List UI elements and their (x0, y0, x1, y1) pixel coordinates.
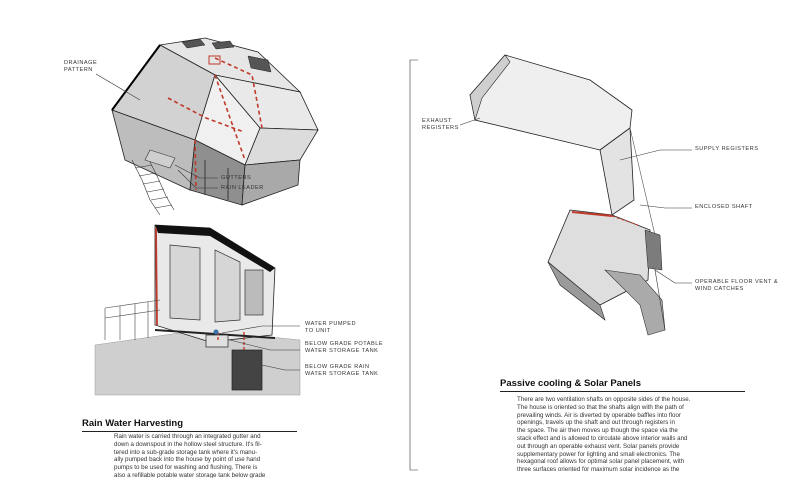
body-line: openings, travels up the shaft and out through registers in (517, 419, 675, 427)
body-line: There are two ventilation shafts on opposite sides of the house. (517, 396, 691, 403)
label-drainage-pattern: DRAINAGE PATTERN (64, 60, 98, 73)
body-line: prevailing winds. Air is diverted by operable baffles into floor (517, 411, 681, 419)
label-enclosed-shaft: ENCLOSED SHAFT (695, 204, 753, 210)
label-rain-leader: RAIN LEADER (221, 185, 264, 191)
body-line: out through an operable exhaust vent. Solar panels provide (517, 442, 680, 450)
cooling-heading-rule (500, 391, 745, 392)
leader-exhaust (460, 118, 480, 125)
body-line: pumps to be used for washing and flushing. There is (114, 464, 258, 472)
body-line: also a refillable potable water storage tank below grade (114, 471, 266, 478)
bracket (410, 60, 418, 470)
wind-catch-dark (645, 230, 662, 270)
body-line: The house is oriented so that the shafts align with the path of (517, 403, 684, 411)
rain-water-body (114, 433, 310, 478)
passive-cooling-heading: Passive cooling & Solar Panels (500, 378, 641, 389)
body-line: tered into a sub-grade storage tank where it's manu- (114, 448, 258, 456)
label-potable-tank: BELOW GRADE POTABLE WATER STORAGE TANK (305, 341, 384, 354)
label-gutters: GUTTERS (221, 175, 252, 181)
body-line: stack effect and is allowed to circulate above interior walls and (517, 434, 688, 442)
label-exhaust-registers: EXHAUST REGISTERS (422, 118, 459, 131)
body-line: ally pumped back into the house by point of use hand (114, 456, 261, 464)
leader-floor-vent (655, 270, 692, 283)
body-line: the space. The air then moves up though the space via the (517, 427, 678, 435)
body-line: supplementary power for lighting and small electronics. The (517, 450, 680, 458)
body-line: down a downspout in the hollow steel structure. It's fil- (114, 440, 262, 448)
passive-cooling-body (517, 396, 753, 478)
label-water-pumped: WATER PUMPED TO UNIT (305, 321, 357, 334)
rain-heading-rule (82, 431, 297, 432)
body-line: hexagonal roof allows for optimal solar panel placement, with (517, 458, 685, 466)
label-supply-registers: SUPPLY REGISTERS (695, 146, 759, 152)
body-line: three surfaces oriented for maximum solar incidence as the (517, 466, 680, 474)
label-rain-tank: BELOW GRADE RAIN WATER STORAGE TANK (305, 364, 379, 377)
shaft-edge (630, 128, 655, 235)
rain-water-heading: Rain Water Harvesting (82, 418, 184, 429)
body-line: Rain water is carried through an integrated gutter and (114, 433, 261, 440)
label-floor-vent: OPERABLE FLOOR VENT & WIND CATCHES (695, 279, 779, 292)
